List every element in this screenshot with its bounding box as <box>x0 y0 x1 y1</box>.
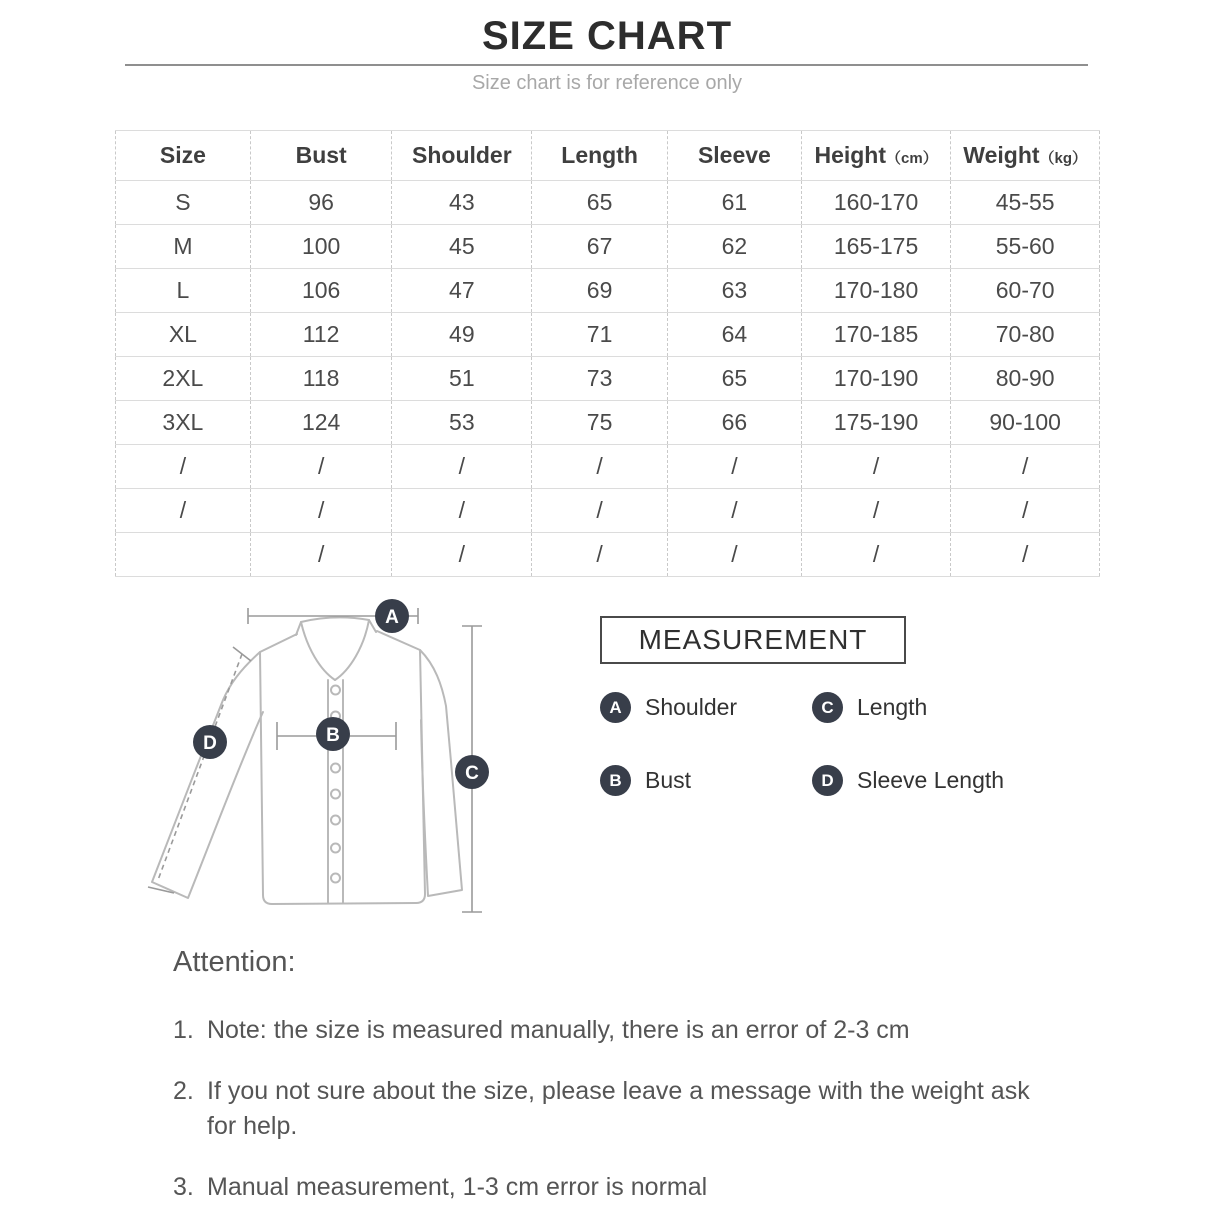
column-header: Size <box>116 131 251 181</box>
svg-text:A: A <box>385 607 399 628</box>
attention-item-number: 1. <box>173 1016 194 1044</box>
shirt-diagram <box>130 590 550 940</box>
table-cell: 170-180 <box>801 269 951 313</box>
legend-item-c <box>812 692 1070 723</box>
attention-item-text: Manual measurement, 1-3 cm error is normal <box>207 1172 708 1201</box>
table-row <box>116 225 1100 269</box>
legend-label: Sleeve Length <box>857 767 1005 793</box>
page-title: SIZE CHART <box>482 14 732 58</box>
table-cell: 64 <box>667 313 801 357</box>
measurement-lines <box>148 608 482 912</box>
table-cell: 80-90 <box>951 357 1100 401</box>
table-cell: 96 <box>250 181 392 225</box>
table-row <box>116 489 1100 533</box>
table-cell: / <box>250 489 392 533</box>
table-cell: / <box>250 533 392 577</box>
table-cell: / <box>116 489 251 533</box>
table-row <box>116 269 1100 313</box>
svg-text:B: B <box>326 725 340 746</box>
table-cell: 69 <box>532 269 668 313</box>
table-cell: 51 <box>392 357 532 401</box>
table-cell <box>116 533 251 577</box>
table-cell: 62 <box>667 225 801 269</box>
svg-text:D: D <box>203 733 217 754</box>
table-cell: 60-70 <box>951 269 1100 313</box>
table-cell: 45-55 <box>951 181 1100 225</box>
table-cell: / <box>392 489 532 533</box>
table-cell: 63 <box>667 269 801 313</box>
size-table-header-row <box>116 131 1100 181</box>
table-cell: / <box>532 489 668 533</box>
column-header: Bust <box>250 131 392 181</box>
attention-item <box>173 1074 1057 1145</box>
shirt-outline <box>152 617 462 904</box>
table-cell: XL <box>116 313 251 357</box>
marker-c-badge <box>455 755 489 789</box>
table-cell: / <box>392 533 532 577</box>
table-row <box>116 445 1100 489</box>
table-cell: 124 <box>250 401 392 445</box>
table-cell: 65 <box>667 357 801 401</box>
table-cell: 61 <box>667 181 801 225</box>
table-cell: / <box>667 445 801 489</box>
title-divider <box>125 64 1088 66</box>
table-cell: 67 <box>532 225 668 269</box>
table-cell: 118 <box>250 357 392 401</box>
measurement-panel <box>600 616 1080 796</box>
table-cell: / <box>951 533 1100 577</box>
table-cell: M <box>116 225 251 269</box>
attention-item-text: If you not sure about the size, please leave a message with the weight ask for help. <box>207 1076 1030 1140</box>
table-cell: / <box>951 489 1100 533</box>
table-cell: / <box>250 445 392 489</box>
legend-item-a <box>600 692 812 723</box>
table-cell: / <box>532 533 668 577</box>
table-cell: 100 <box>250 225 392 269</box>
table-cell: / <box>801 489 951 533</box>
table-cell: 160-170 <box>801 181 951 225</box>
table-row <box>116 181 1100 225</box>
legend-badge-d: D <box>812 765 843 796</box>
attention-item <box>173 1170 1057 1206</box>
measurement-title: MEASUREMENT <box>638 624 868 655</box>
table-cell: 106 <box>250 269 392 313</box>
column-header: Height（cm） <box>801 131 951 181</box>
legend-badge-a: A <box>600 692 631 723</box>
attention-heading: Attention: <box>173 946 296 978</box>
attention-item-text: Note: the size is measured manually, there is an error of 2-3 cm <box>207 1016 910 1044</box>
table-row <box>116 533 1100 577</box>
attention-section <box>173 946 1057 1214</box>
attention-item-number: 2. <box>173 1076 194 1105</box>
table-cell: 175-190 <box>801 401 951 445</box>
table-cell: 65 <box>532 181 668 225</box>
table-cell: 165-175 <box>801 225 951 269</box>
table-cell: 43 <box>392 181 532 225</box>
table-cell: 71 <box>532 313 668 357</box>
table-cell: / <box>951 445 1100 489</box>
measurement-title-box <box>600 616 906 664</box>
table-cell: 45 <box>392 225 532 269</box>
table-cell: / <box>532 445 668 489</box>
legend-badge-c: C <box>812 692 843 723</box>
size-table <box>115 130 1100 577</box>
attention-item <box>173 1013 1057 1049</box>
table-cell: 66 <box>667 401 801 445</box>
legend-badge-b: B <box>600 765 631 796</box>
table-cell: 70-80 <box>951 313 1100 357</box>
attention-list <box>173 1013 1057 1205</box>
table-cell: 49 <box>392 313 532 357</box>
column-header: Length <box>532 131 668 181</box>
marker-b-badge <box>316 717 350 751</box>
column-header: Sleeve <box>667 131 801 181</box>
svg-text:C: C <box>465 763 479 784</box>
table-row <box>116 401 1100 445</box>
table-cell: 112 <box>250 313 392 357</box>
table-cell: 3XL <box>116 401 251 445</box>
legend-label: Shoulder <box>645 694 738 720</box>
table-cell: / <box>667 489 801 533</box>
table-cell: 55-60 <box>951 225 1100 269</box>
table-cell: 53 <box>392 401 532 445</box>
marker-d-badge <box>193 725 227 759</box>
legend-item-b <box>600 765 812 796</box>
table-cell: / <box>801 533 951 577</box>
table-cell: 2XL <box>116 357 251 401</box>
page-subtitle: Size chart is for reference only <box>471 72 743 94</box>
legend-label: Bust <box>645 767 692 793</box>
table-cell: 170-185 <box>801 313 951 357</box>
column-header: Weight（kg） <box>951 131 1100 181</box>
table-row <box>116 357 1100 401</box>
table-row <box>116 313 1100 357</box>
size-table-body <box>116 181 1100 577</box>
legend-item-d <box>812 765 1070 796</box>
legend-label: Length <box>857 694 928 720</box>
column-header: Shoulder <box>392 131 532 181</box>
attention-item-number: 3. <box>173 1172 194 1201</box>
table-cell: 90-100 <box>951 401 1100 445</box>
measurement-legend <box>600 692 1080 796</box>
table-cell: / <box>116 445 251 489</box>
table-cell: 73 <box>532 357 668 401</box>
table-cell: 47 <box>392 269 532 313</box>
table-cell: 170-190 <box>801 357 951 401</box>
table-cell: S <box>116 181 251 225</box>
table-cell: 75 <box>532 401 668 445</box>
diagram-marker-badges <box>193 599 489 789</box>
table-cell: / <box>667 533 801 577</box>
table-cell: / <box>801 445 951 489</box>
marker-a-badge <box>375 599 409 633</box>
table-cell: L <box>116 269 251 313</box>
table-cell: / <box>392 445 532 489</box>
